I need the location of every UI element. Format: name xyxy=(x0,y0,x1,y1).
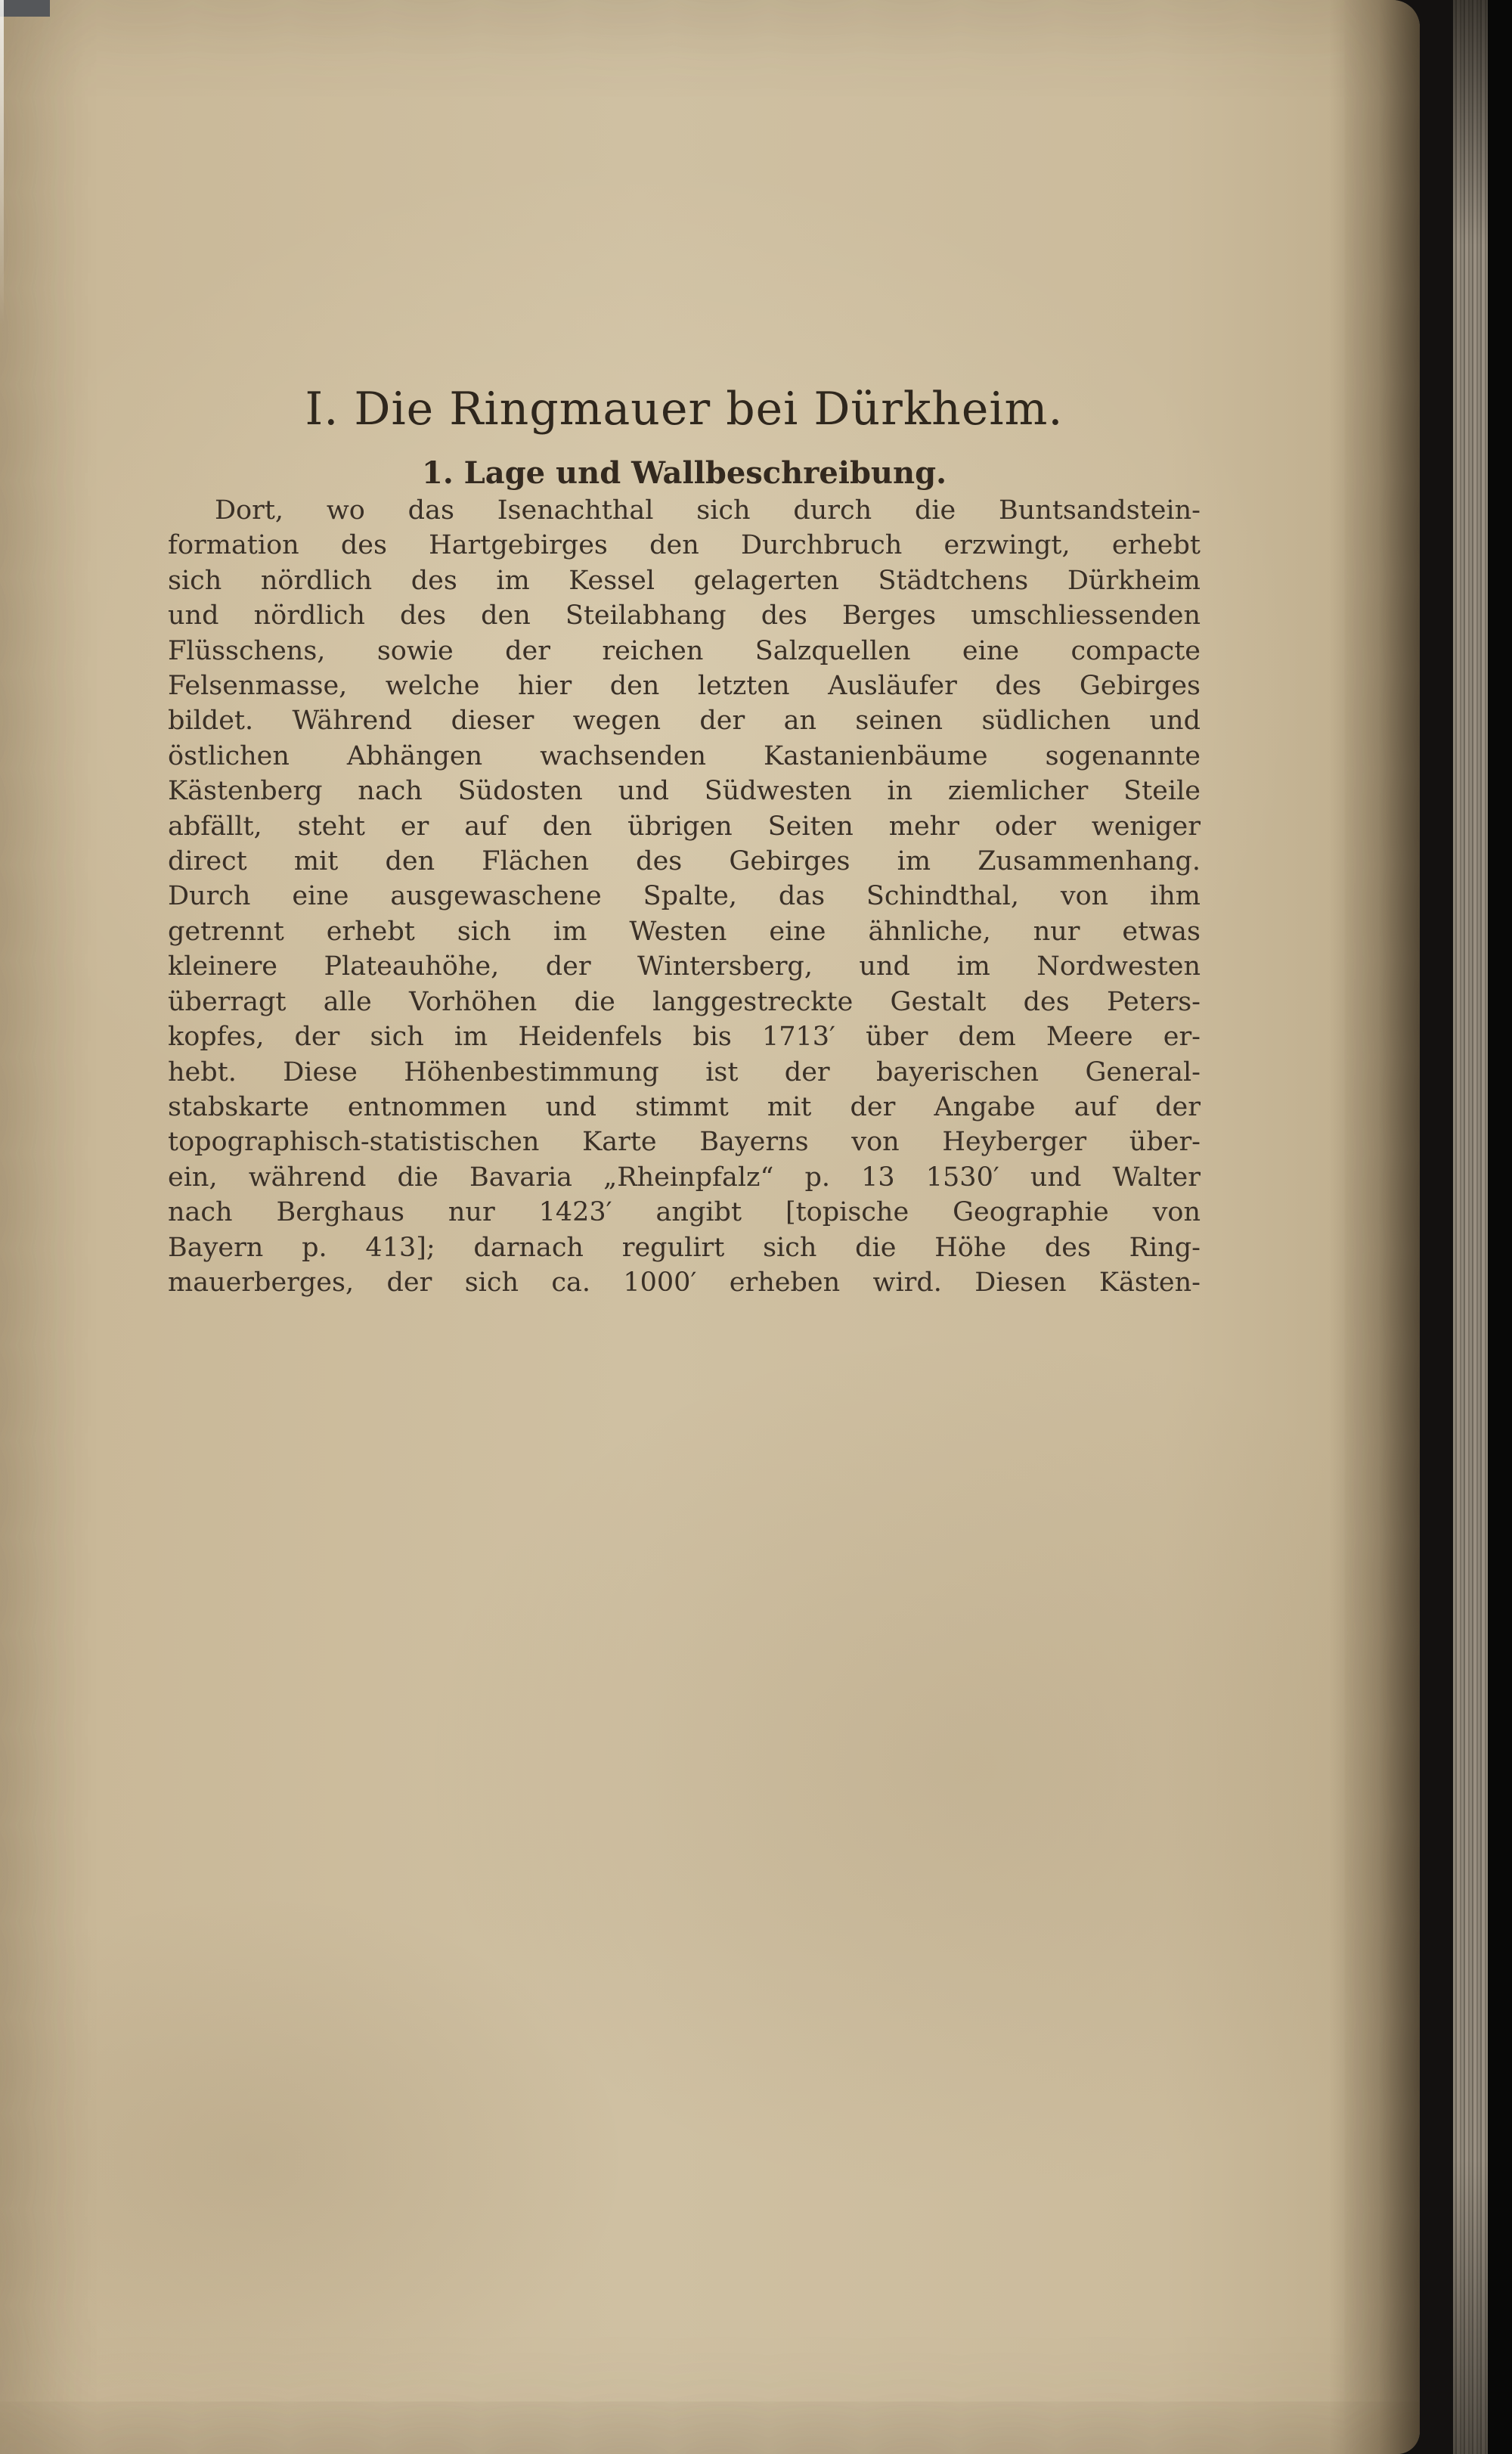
body-text-line: sich nördlich des im Kessel gelagerten Städtchens Dürkheim xyxy=(168,565,1201,596)
body-text-line: direct mit den Flächen des Gebirges im Zusammenhang. xyxy=(168,846,1201,877)
scanner-corner-artifact xyxy=(0,0,50,17)
body-text-line: kleinere Plateauhöhe, der Wintersberg, und im Nordwesten xyxy=(168,951,1201,982)
body-text-line: mauerberges, der sich ca. 1000′ erheben wird. Diesen Kästen- xyxy=(168,1267,1201,1298)
body-text-line: nach Berghaus nur 1423′ angibt [topische Geographie von xyxy=(168,1197,1201,1228)
body-text-line: stabskarte entnommen und stimmt mit der Angabe auf der xyxy=(168,1091,1201,1122)
page-gutter-shadow xyxy=(1329,0,1420,2454)
body-text-line: Flüsschens, sowie der reichen Salzquellen eine compacte xyxy=(168,635,1201,666)
body-text-line: abfällt, steht er auf den übrigen Seiten mehr oder weniger xyxy=(168,811,1201,842)
scan-background-edge xyxy=(1488,0,1512,2454)
body-text-line: Bayern p. 413]; darnach regulirt sich die Höhe des Ring- xyxy=(168,1232,1201,1263)
body-text-line: getrennt erhebt sich im Westen eine ähnliche, nur etwas xyxy=(168,916,1201,947)
body-text-line: Dort, wo das Isenachthal sich durch die Buntsandstein- xyxy=(215,495,1201,526)
body-text-line: kopfes, der sich im Heidenfels bis 1713′ über dem Meere er- xyxy=(168,1022,1201,1053)
body-text-line: bildet. Während dieser wegen der an seinen südlichen und xyxy=(168,706,1201,737)
body-text-line: Kästenberg nach Südosten und Südwesten in ziemlicher Steile xyxy=(168,776,1201,807)
body-text-line: Felsenmasse, welche hier den letzten Ausläufer des Gebirges xyxy=(168,671,1201,702)
body-text-line: ein, während die Bavaria „Rheinpfalz“ p. 13 1530′ und Walter xyxy=(168,1162,1201,1193)
page-edge-highlight xyxy=(0,0,4,325)
body-text-line: topographisch-statistischen Karte Bayerns von Heyberger über- xyxy=(168,1127,1201,1158)
section-heading: 1. Lage und Wallbeschreibung. xyxy=(421,455,947,491)
body-text-line: Durch eine ausgewaschene Spalte, das Schindthal, von ihm xyxy=(168,881,1201,912)
body-text-line: hebt. Diese Höhenbestimmung ist der bayerischen General- xyxy=(168,1056,1201,1087)
body-text xyxy=(168,493,1201,1300)
chapter-title: I. Die Ringmauer bei Dürkheim. xyxy=(305,383,1064,436)
body-text-line: östlichen Abhängen wachsenden Kastanienbäume sogenannte xyxy=(168,740,1201,771)
body-text-line: überragt alle Vorhöhen die langgestreckte Gestalt des Peters- xyxy=(168,986,1201,1017)
body-text-line: formation des Hartgebirges den Durchbruch erzwingt, erhebt xyxy=(168,530,1201,561)
body-text-line: und nördlich des den Steilabhang des Berges umschliessenden xyxy=(168,600,1201,631)
page-stack-edge xyxy=(1453,0,1488,2454)
